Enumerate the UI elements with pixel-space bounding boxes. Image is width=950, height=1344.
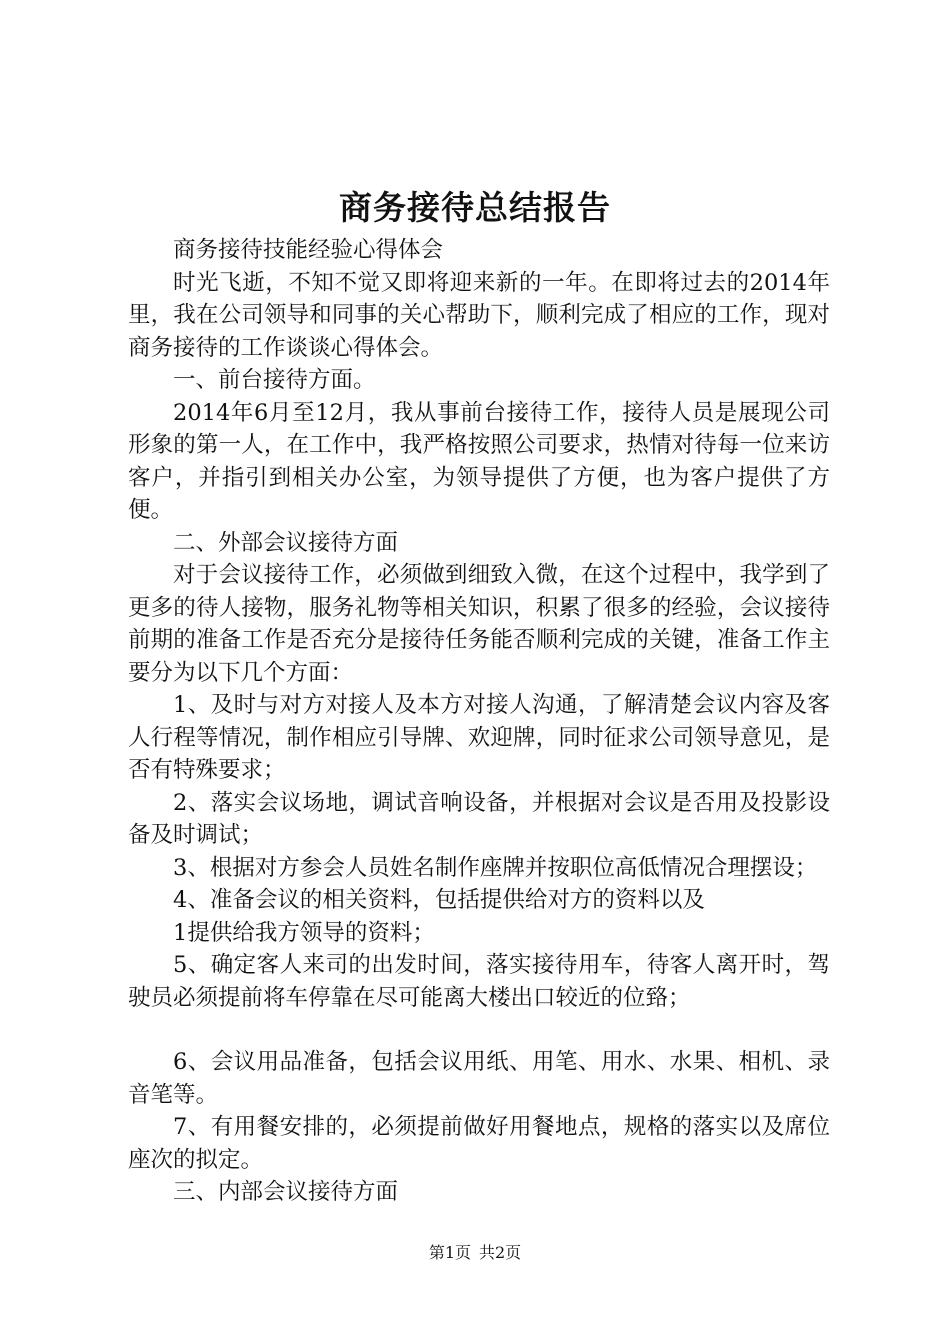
list-item-7: 7、有用餐安排的，必须提前做好用餐地点，规格的落实以及席位座次的拟定。 [128, 1114, 830, 1173]
paragraph-subtitle: 商务接待技能经验心得体会 [173, 237, 444, 263]
list-item-2: 2、落实会议场地，调试音响设备，并根据对会议是否用及投影设备及时调试； [128, 789, 830, 848]
paragraph-front-desk: 2014年6月至12月，我从事前台接待工作，接待人员是展现公司形象的第一人，在工作中，我严格按照公司要求，热情对待每一位来访客户，并指引到相关办公室，为领导提供了方便，也为客户提供了方便。 [128, 399, 830, 523]
list-item-1: 1、及时与对方对接人及本方对接人沟通，了解清楚会议内容及客人行程等情况，制作相应引导牌、欢迎牌，同时征求公司领导意见，是否有特殊要求； [128, 692, 830, 783]
section-heading-2: 二、外部会议接待方面 [173, 529, 399, 556]
page-number: 第1页 [428, 1243, 471, 1262]
page-total: 共2页 [479, 1243, 522, 1262]
section-heading-3: 三、内部会议接待方面 [173, 1179, 399, 1205]
document-body [128, 234, 830, 1209]
section-heading-1: 一、前台接待方面。 [173, 367, 376, 393]
page-footer [0, 1242, 950, 1264]
paragraph-intro: 时光飞逝，不知不觉又即将迎来新的一年。在即将过去的2014年里，我在公司领导和同事的关心帮助下，顺利完成了相应的工作，现对商务接待的工作谈谈心得体会。 [128, 269, 830, 361]
list-item-4-continued: 1提供给我方领导的资料； [173, 919, 435, 946]
list-item-5: 5、确定客人来司的出发时间，落实接待用车，待客人离开时，驾驶员必须提前将车停靠在尽可能离大楼出口较近的位臵； [128, 952, 830, 1011]
paragraph-external-meeting: 对于会议接待工作，必须做到细致入微，在这个过程中，我学到了更多的待人接物，服务礼物等相关知识，积累了很多的经验，会议接待前期的准备工作是否充分是接待任务能否顺利完成的关键，准备工作主要分为以下几个方面： [128, 562, 830, 686]
list-item-3: 3、根据对方参会人员姓名制作座牌并按职位高低情况合理摆设； [173, 854, 818, 881]
document-title: 商务接待总结报告 [339, 188, 611, 227]
list-item-4: 4、准备会议的相关资料，包括提供给对方的资料以及 [173, 887, 705, 913]
list-item-6: 6、会议用品准备，包括会议用纸、用笔、用水、水果、相机、录音笔等。 [128, 1049, 830, 1108]
